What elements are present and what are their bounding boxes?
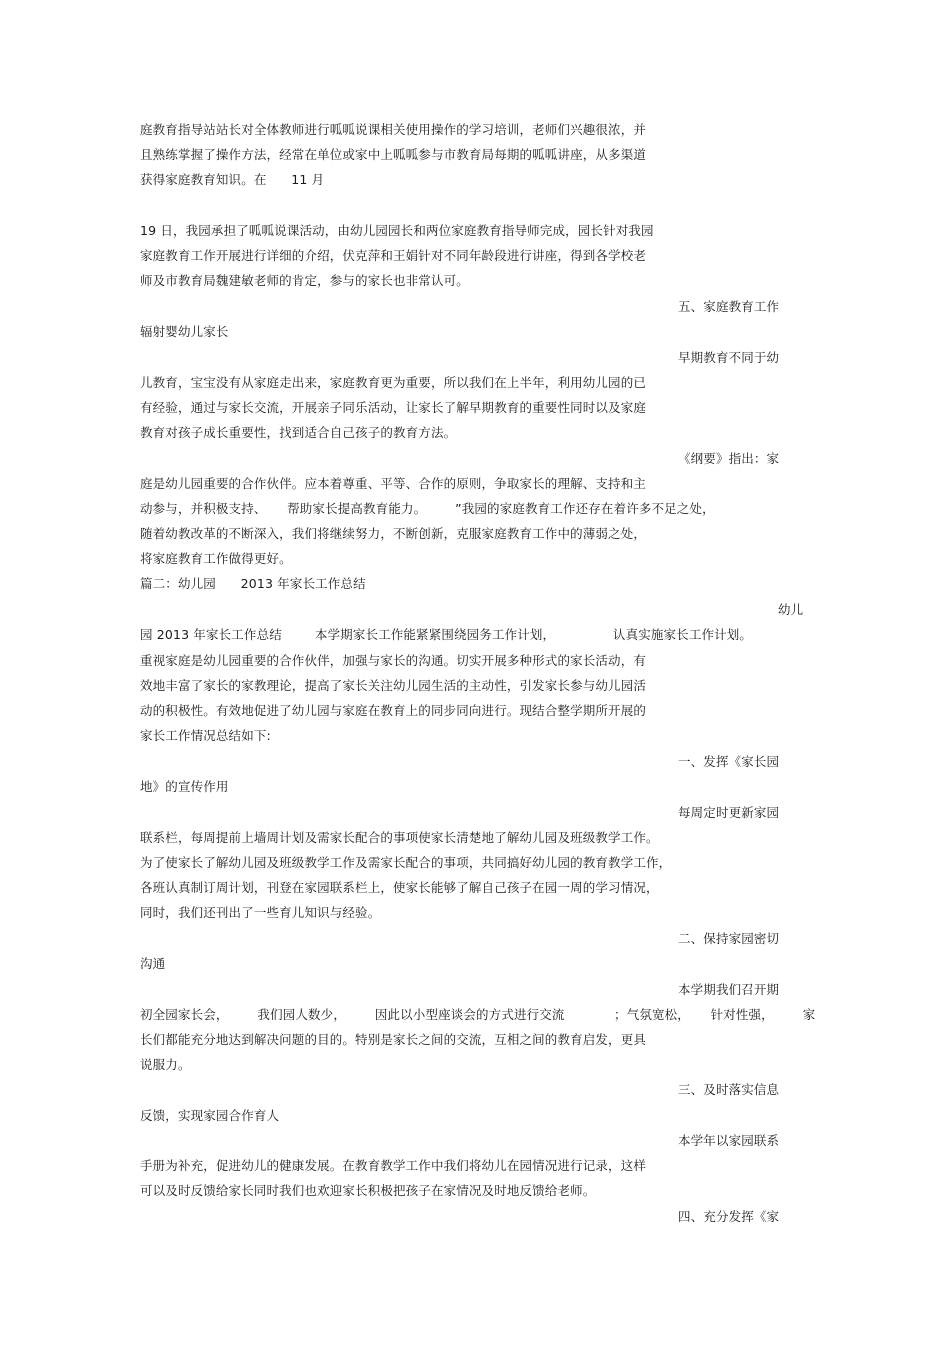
text-line: 为了使家长了解幼儿园及班级教学工作及需家长配合的事项，共同搞好幼儿园的教育教学工作， xyxy=(140,855,672,870)
section-heading: 一、发挥《家长园 xyxy=(678,754,780,769)
text-line: 手册为补充，促进幼儿的健康发展。在教育教学工作中我们将幼儿在园情况进行记录，这样 xyxy=(140,1158,647,1173)
text-line: 家长工作情况总结如下: xyxy=(140,728,271,743)
text-line: 幼儿 xyxy=(778,602,804,617)
section-heading: 辐射婴幼儿家长 xyxy=(140,324,229,339)
text-line: 本学年以家园联系 xyxy=(678,1133,780,1148)
text-line: 19 日，我园承担了呱呱说课活动，由幼儿园园长和两位家庭教育指导师完成，园长针对我园 xyxy=(140,223,654,238)
section-heading: 四、充分发挥《家 xyxy=(678,1209,780,1224)
text-line: 同时，我们还刊出了一些育儿知识与经验。 xyxy=(140,905,381,920)
text-line: 获得家庭教育知识。在 11 月 xyxy=(140,172,325,187)
section-heading: 地》的宣传作用 xyxy=(140,779,229,794)
text-line: 每周定时更新家园 xyxy=(678,805,780,820)
text-line: 将家庭教育工作做得更好。 xyxy=(140,551,292,566)
text-line: 有经验，通过与家长交流，开展亲子同乐活动，让家长了解早期教育的重要性同时以及家庭 xyxy=(140,400,647,415)
section-heading: 沟通 xyxy=(140,956,166,971)
text-line: 说服力。 xyxy=(140,1057,191,1072)
text-line: 庭教育指导站站长对全体教师进行呱呱说课相关使用操作的学习培训，老师们兴趣很浓，并 xyxy=(140,122,647,137)
text-line: 效地丰富了家长的家教理论，提高了家长关注幼儿园生活的主动性，引发家长参与幼儿园活 xyxy=(140,678,647,693)
text-line: 本学期我们召开期 xyxy=(678,982,780,997)
section-heading: 二、保持家园密切 xyxy=(678,931,780,946)
text-line: 联系栏，每周提前上墙周计划及需家长配合的事项使家长清楚地了解幼儿园及班级教学工作。 xyxy=(140,830,659,845)
text-line: 随着幼教改革的不断深入，我们将继续努力，不断创新，克服家庭教育工作中的薄弱之处， xyxy=(140,526,647,541)
text-line: 儿教育，宝宝没有从家庭走出来，家庭教育更为重要，所以我们在上半年，利用幼儿园的已 xyxy=(140,375,647,390)
text-line: 家庭教育工作开展进行详细的介绍，伏克萍和王娟针对不同年龄段进行讲座，得到各学校老 xyxy=(140,248,647,263)
text-line: 长们都能充分地达到解决问题的目的。特别是家长之间的交流，互相之间的教育启发，更具 xyxy=(140,1032,647,1047)
text-line: 早期教育不同于幼 xyxy=(678,350,780,365)
text-line: 动参与，并积极支持、 帮助家长提高教育能力。 ”我园的家庭教育工作还存在着许多不足之处， xyxy=(140,501,715,516)
text-line: 各班认真制订周计划，刊登在家园联系栏上，使家长能够了解自己孩子在园一周的学习情况， xyxy=(140,880,659,895)
text-line: 动的积极性。有效地促进了幼儿园与家庭在教育上的同步同向进行。现结合整学期所开展的 xyxy=(140,703,647,718)
text-line: 初全园家长会， 我们园人数少， 因此以小型座谈会的方式进行交流 ；气氛宽松， 针对性强， 家 xyxy=(140,1007,816,1022)
text-line: 师及市教育局魏建敏老师的肯定，参与的家长也非常认可。 xyxy=(140,273,469,288)
section-heading: 反馈，实现家园合作育人 xyxy=(140,1108,280,1123)
text-line: 园 2013 年家长工作总结 本学期家长工作能紧紧围绕园务工作计划， 认真实施家长工作计划。 xyxy=(140,627,753,642)
text-line: 且熟练掌握了操作方法，经常在单位或家中上呱呱参与市教育局每期的呱呱讲座，从多渠道 xyxy=(140,147,647,162)
text-line: 可以及时反馈给家长同时我们也欢迎家长积极把孩子在家情况及时地反馈给老师。 xyxy=(140,1183,596,1198)
text-line: 庭是幼儿园重要的合作伙伴。应本着尊重、平等、合作的原则，争取家长的理解、支持和主 xyxy=(140,476,647,491)
text-line: 教育对孩子成长重要性，找到适合自己孩子的教育方法。 xyxy=(140,425,457,440)
article-title: 篇二：幼儿园 2013 年家长工作总结 xyxy=(140,576,366,591)
text-line: 《纲要》指出：家 xyxy=(678,451,780,466)
section-heading: 三、及时落实信息 xyxy=(678,1082,780,1097)
text-line: 重视家庭是幼儿园重要的合作伙伴，加强与家长的沟通。切实开展多种形式的家长活动，有 xyxy=(140,653,647,668)
section-heading: 五、家庭教育工作 xyxy=(678,299,780,314)
